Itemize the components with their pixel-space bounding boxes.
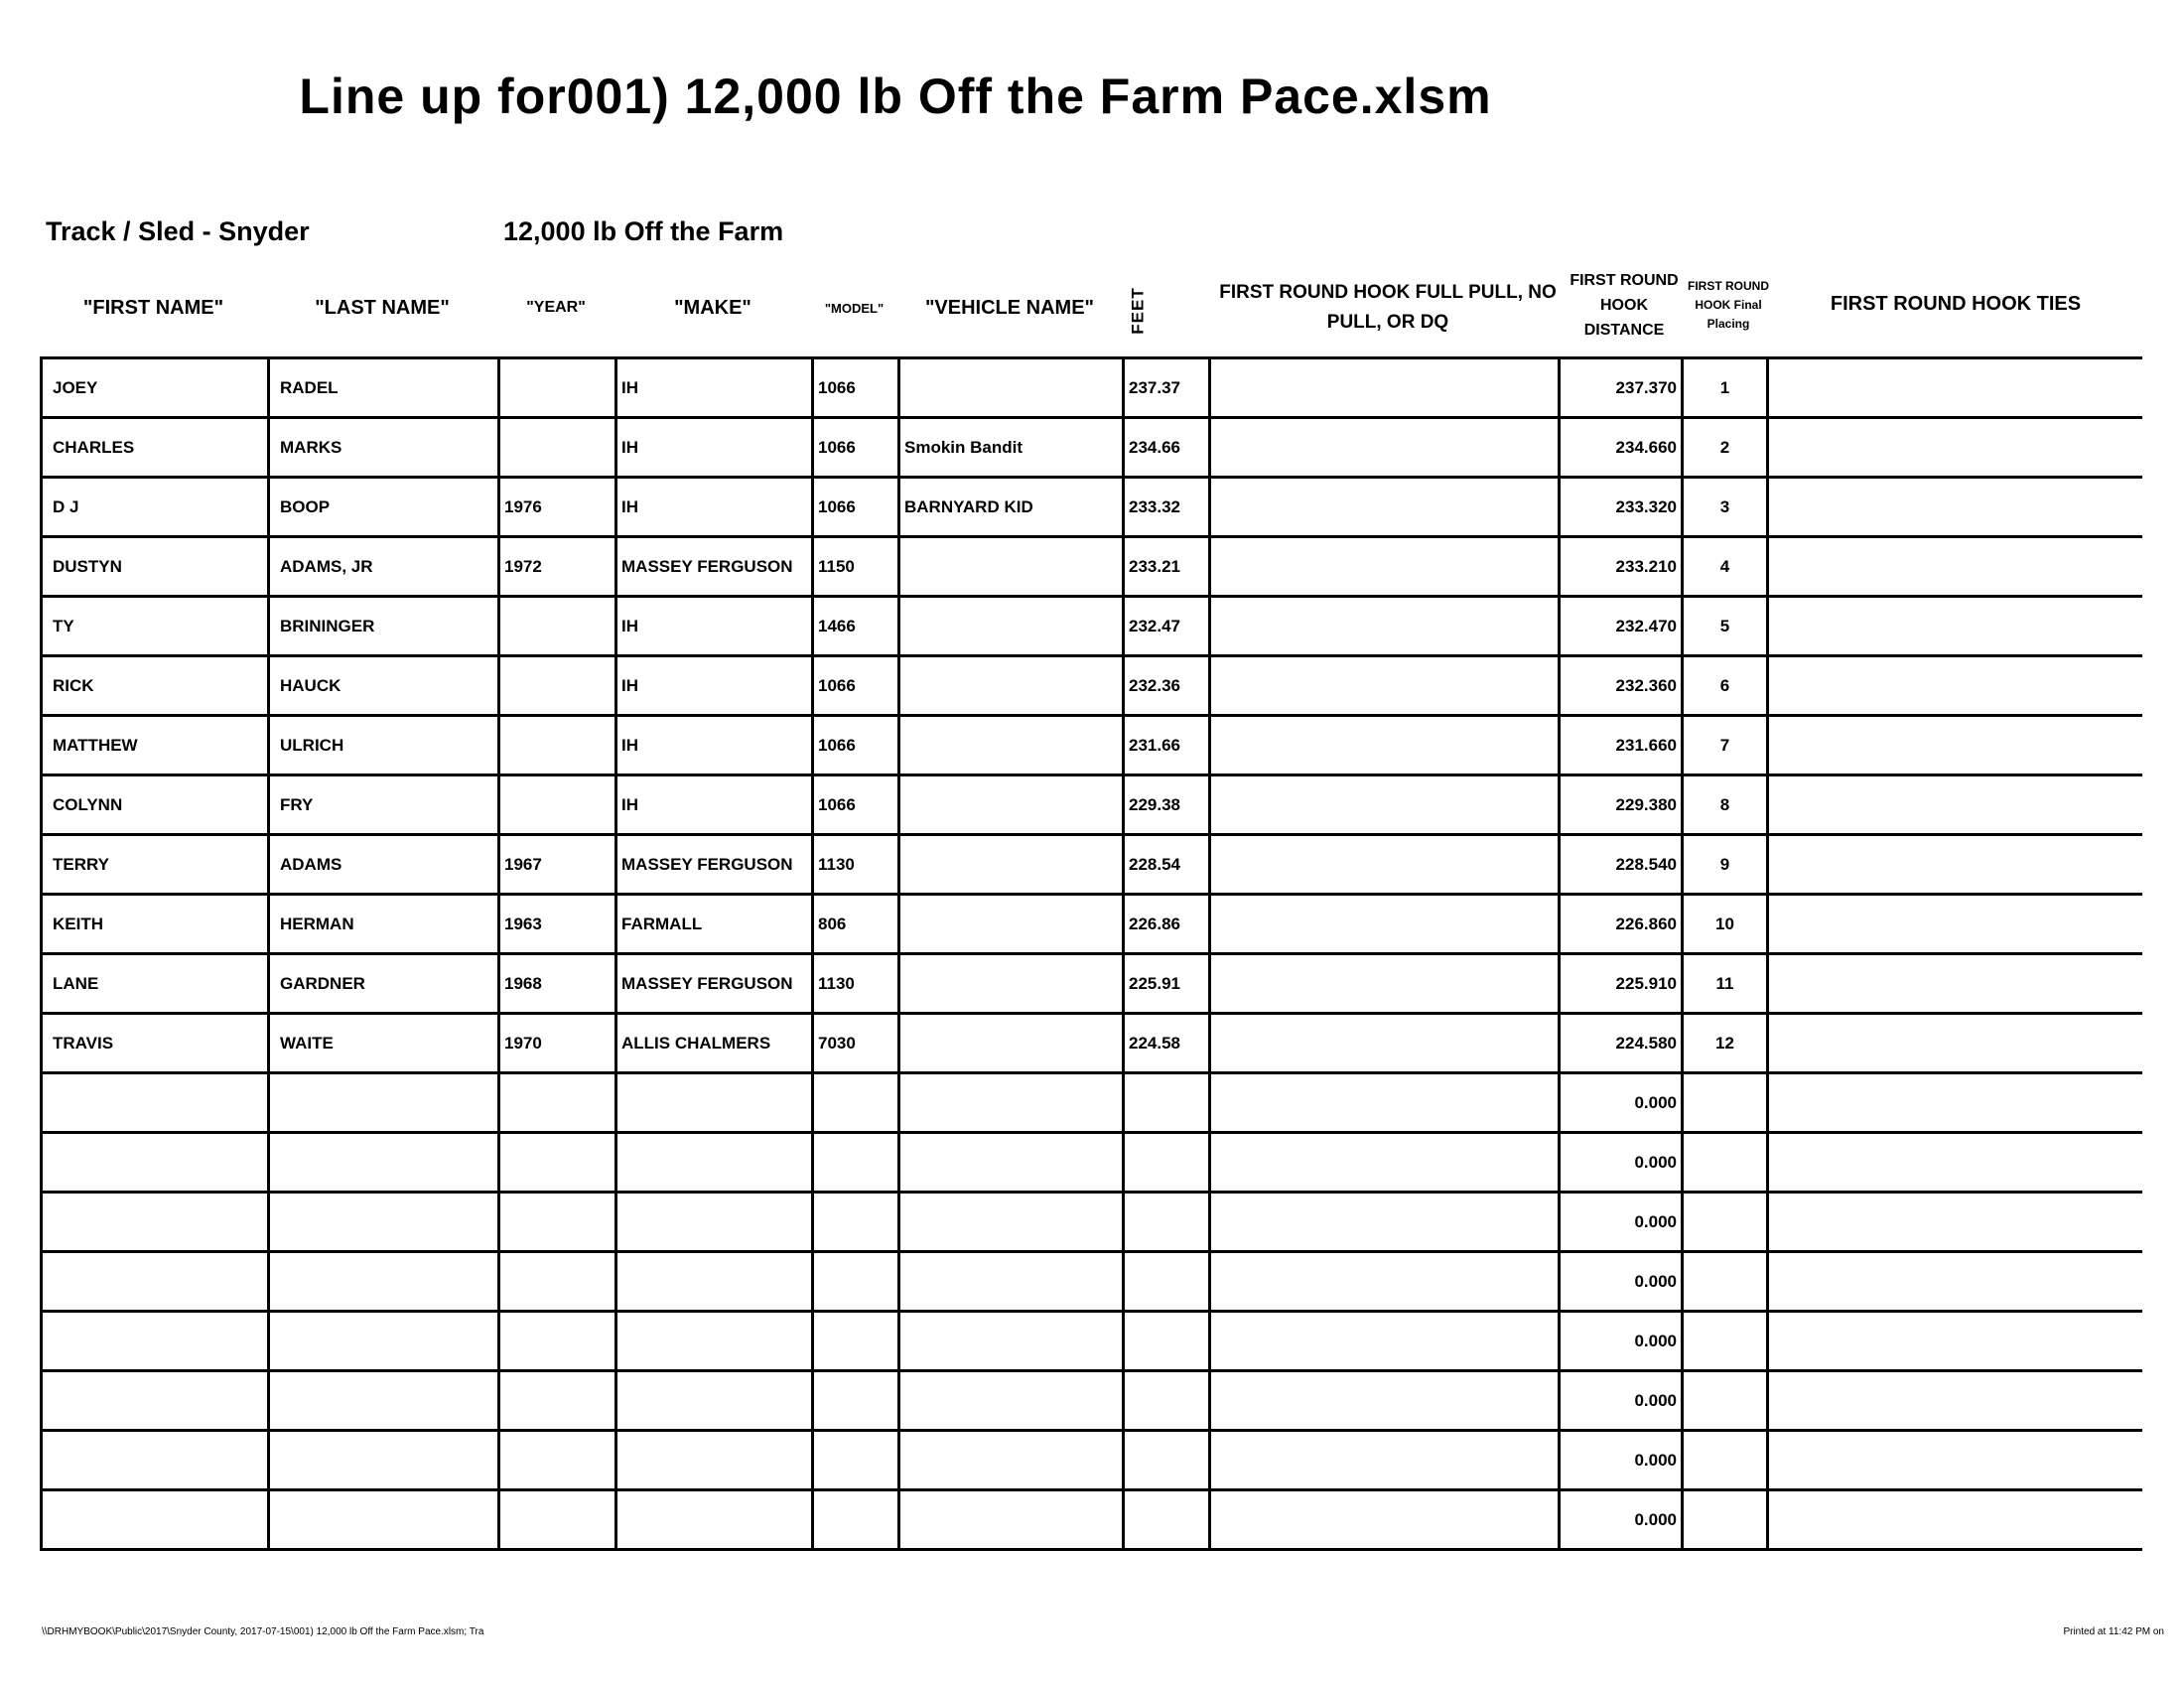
vehicle-name-cell	[899, 656, 1124, 716]
table-row	[42, 835, 2142, 895]
ties-cell	[1768, 1312, 2142, 1371]
last-name-cell: BRININGER	[269, 597, 499, 656]
header-feet: FEET	[1129, 287, 1149, 335]
first-name-cell: TY	[42, 597, 269, 656]
placing-cell	[1683, 1312, 1768, 1371]
first-name-cell: COLYNN	[42, 775, 269, 835]
ties-cell	[1768, 1252, 2142, 1312]
first-name-cell: DUSTYN	[42, 537, 269, 597]
ties-cell	[1768, 1193, 2142, 1252]
result-cell	[1210, 775, 1560, 835]
distance-cell: 0.000	[1560, 1490, 1683, 1550]
make-cell	[616, 1431, 813, 1490]
year-cell	[499, 716, 616, 775]
placing-cell	[1683, 1073, 1768, 1133]
table-row	[42, 895, 2142, 954]
distance-cell: 0.000	[1560, 1252, 1683, 1312]
table-row	[42, 537, 2142, 597]
distance-cell: 234.660	[1560, 418, 1683, 478]
table-row	[42, 478, 2142, 537]
feet-cell: 233.32	[1124, 478, 1210, 537]
table-row	[42, 954, 2142, 1014]
last-name-cell: FRY	[269, 775, 499, 835]
model-cell: 1066	[813, 418, 899, 478]
result-cell	[1210, 1252, 1560, 1312]
make-cell: IH	[616, 597, 813, 656]
distance-cell: 0.000	[1560, 1133, 1683, 1193]
first-name-cell	[42, 1312, 269, 1371]
placing-cell: 8	[1683, 775, 1768, 835]
model-cell: 1066	[813, 656, 899, 716]
placing-cell	[1683, 1490, 1768, 1550]
distance-cell: 224.580	[1560, 1014, 1683, 1073]
year-cell	[499, 597, 616, 656]
year-cell	[499, 1371, 616, 1431]
make-cell	[616, 1490, 813, 1550]
first-name-cell: CHARLES	[42, 418, 269, 478]
header-ties: FIRST ROUND HOOK TIES	[1830, 293, 2082, 315]
result-cell	[1210, 358, 1560, 418]
year-cell	[499, 1193, 616, 1252]
model-cell: 1466	[813, 597, 899, 656]
result-cell	[1210, 418, 1560, 478]
table-row	[42, 1014, 2142, 1073]
distance-cell: 233.320	[1560, 478, 1683, 537]
year-cell: 1976	[499, 478, 616, 537]
table-row	[42, 358, 2142, 418]
make-cell: IH	[616, 358, 813, 418]
result-cell	[1210, 1490, 1560, 1550]
year-cell	[499, 656, 616, 716]
table-row	[42, 1431, 2142, 1490]
model-cell: 1066	[813, 358, 899, 418]
placing-cell: 4	[1683, 537, 1768, 597]
table-row	[42, 1371, 2142, 1431]
placing-cell: 1	[1683, 358, 1768, 418]
ties-cell	[1768, 358, 2142, 418]
make-cell: ALLIS CHALMERS	[616, 1014, 813, 1073]
last-name-cell: RADEL	[269, 358, 499, 418]
first-name-cell	[42, 1252, 269, 1312]
header-year: "YEAR"	[526, 299, 586, 316]
first-name-cell: D J	[42, 478, 269, 537]
ties-cell	[1768, 895, 2142, 954]
ties-cell	[1768, 656, 2142, 716]
feet-cell	[1124, 1431, 1210, 1490]
feet-cell: 228.54	[1124, 835, 1210, 895]
header-vehicle-name: "VEHICLE NAME"	[924, 296, 1095, 319]
year-cell	[499, 1252, 616, 1312]
make-cell: MASSEY FERGUSON	[616, 835, 813, 895]
result-cell	[1210, 1014, 1560, 1073]
result-cell	[1210, 478, 1560, 537]
ties-cell	[1768, 1431, 2142, 1490]
make-cell: IH	[616, 478, 813, 537]
placing-cell: 6	[1683, 656, 1768, 716]
year-cell	[499, 358, 616, 418]
distance-cell: 225.910	[1560, 954, 1683, 1014]
placing-cell	[1683, 1431, 1768, 1490]
track-label: Track / Sled - Snyder	[46, 216, 310, 246]
distance-cell: 0.000	[1560, 1312, 1683, 1371]
placing-cell: 5	[1683, 597, 1768, 656]
result-cell	[1210, 716, 1560, 775]
ties-cell	[1768, 1073, 2142, 1133]
ties-cell	[1768, 1014, 2142, 1073]
distance-cell: 0.000	[1560, 1073, 1683, 1133]
page-title: Line up for001) 12,000 lb Off the Farm Pace.xlsm	[299, 69, 1492, 124]
feet-cell: 229.38	[1124, 775, 1210, 835]
placing-cell	[1683, 1371, 1768, 1431]
model-cell: 1066	[813, 716, 899, 775]
ties-cell	[1768, 716, 2142, 775]
year-cell: 1967	[499, 835, 616, 895]
distance-cell: 233.210	[1560, 537, 1683, 597]
make-cell: IH	[616, 716, 813, 775]
table-row	[42, 1133, 2142, 1193]
distance-cell: 237.370	[1560, 358, 1683, 418]
table-row	[42, 716, 2142, 775]
table-row	[42, 1193, 2142, 1252]
vehicle-name-cell	[899, 597, 1124, 656]
model-cell	[813, 1371, 899, 1431]
first-name-cell	[42, 1431, 269, 1490]
year-cell	[499, 775, 616, 835]
make-cell	[616, 1312, 813, 1371]
last-name-cell	[269, 1133, 499, 1193]
vehicle-name-cell	[899, 954, 1124, 1014]
lineup-table	[40, 356, 2142, 1551]
last-name-cell	[269, 1371, 499, 1431]
model-cell	[813, 1252, 899, 1312]
feet-cell: 232.47	[1124, 597, 1210, 656]
distance-cell: 229.380	[1560, 775, 1683, 835]
make-cell: IH	[616, 656, 813, 716]
first-name-cell: TRAVIS	[42, 1014, 269, 1073]
model-cell: 806	[813, 895, 899, 954]
ties-cell	[1768, 1133, 2142, 1193]
feet-cell	[1124, 1252, 1210, 1312]
placing-cell: 12	[1683, 1014, 1768, 1073]
table-row	[42, 1312, 2142, 1371]
year-cell	[499, 1490, 616, 1550]
distance-cell: 0.000	[1560, 1193, 1683, 1252]
header-last-name: "LAST NAME"	[315, 296, 450, 319]
vehicle-name-cell	[899, 716, 1124, 775]
feet-cell: 237.37	[1124, 358, 1210, 418]
distance-cell: 232.470	[1560, 597, 1683, 656]
result-cell	[1210, 1133, 1560, 1193]
make-cell	[616, 1073, 813, 1133]
class-label: 12,000 lb Off the Farm	[503, 216, 784, 246]
vehicle-name-cell	[899, 1073, 1124, 1133]
result-cell	[1210, 1073, 1560, 1133]
table-row	[42, 1490, 2142, 1550]
vehicle-name-cell: BARNYARD KID	[899, 478, 1124, 537]
footer-printed: Printed at 11:42 PM on	[2063, 1626, 2164, 1637]
feet-cell: 224.58	[1124, 1014, 1210, 1073]
model-cell: 7030	[813, 1014, 899, 1073]
table-row	[42, 775, 2142, 835]
first-name-cell	[42, 1490, 269, 1550]
year-cell: 1963	[499, 895, 616, 954]
placing-cell	[1683, 1133, 1768, 1193]
table-row	[42, 1252, 2142, 1312]
table-row	[42, 597, 2142, 656]
first-name-cell	[42, 1133, 269, 1193]
last-name-cell: HERMAN	[269, 895, 499, 954]
model-cell: 1130	[813, 954, 899, 1014]
result-cell	[1210, 1371, 1560, 1431]
make-cell: MASSEY FERGUSON	[616, 954, 813, 1014]
vehicle-name-cell	[899, 1193, 1124, 1252]
distance-cell: 228.540	[1560, 835, 1683, 895]
last-name-cell: ULRICH	[269, 716, 499, 775]
placing-cell: 11	[1683, 954, 1768, 1014]
feet-cell	[1124, 1133, 1210, 1193]
model-cell	[813, 1133, 899, 1193]
feet-cell: 233.21	[1124, 537, 1210, 597]
ties-cell	[1768, 1371, 2142, 1431]
model-cell	[813, 1490, 899, 1550]
feet-cell	[1124, 1312, 1210, 1371]
first-name-cell: JOEY	[42, 358, 269, 418]
model-cell	[813, 1431, 899, 1490]
vehicle-name-cell	[899, 1371, 1124, 1431]
result-cell	[1210, 835, 1560, 895]
make-cell: IH	[616, 775, 813, 835]
ties-cell	[1768, 954, 2142, 1014]
vehicle-name-cell: Smokin Bandit	[899, 418, 1124, 478]
last-name-cell: GARDNER	[269, 954, 499, 1014]
feet-cell: 231.66	[1124, 716, 1210, 775]
placing-cell	[1683, 1252, 1768, 1312]
feet-cell: 234.66	[1124, 418, 1210, 478]
feet-cell	[1124, 1371, 1210, 1431]
first-name-cell	[42, 1073, 269, 1133]
table-row	[42, 1073, 2142, 1133]
vehicle-name-cell	[899, 1252, 1124, 1312]
ties-cell	[1768, 597, 2142, 656]
result-cell	[1210, 954, 1560, 1014]
year-cell	[499, 1073, 616, 1133]
make-cell: IH	[616, 418, 813, 478]
result-cell	[1210, 656, 1560, 716]
year-cell	[499, 1431, 616, 1490]
ties-cell	[1768, 478, 2142, 537]
last-name-cell: BOOP	[269, 478, 499, 537]
first-name-cell	[42, 1371, 269, 1431]
last-name-cell	[269, 1252, 499, 1312]
result-cell	[1210, 597, 1560, 656]
year-cell	[499, 1312, 616, 1371]
feet-cell	[1124, 1073, 1210, 1133]
placing-cell: 7	[1683, 716, 1768, 775]
last-name-cell	[269, 1312, 499, 1371]
last-name-cell: HAUCK	[269, 656, 499, 716]
year-cell: 1970	[499, 1014, 616, 1073]
vehicle-name-cell	[899, 1014, 1124, 1073]
model-cell	[813, 1073, 899, 1133]
ties-cell	[1768, 418, 2142, 478]
model-cell: 1150	[813, 537, 899, 597]
distance-cell: 0.000	[1560, 1431, 1683, 1490]
feet-cell: 226.86	[1124, 895, 1210, 954]
header-placing: FIRST ROUND HOOK Final Placing	[1688, 278, 1769, 331]
result-cell	[1210, 1193, 1560, 1252]
first-name-cell: KEITH	[42, 895, 269, 954]
result-cell	[1210, 1431, 1560, 1490]
first-name-cell: TERRY	[42, 835, 269, 895]
placing-cell: 3	[1683, 478, 1768, 537]
year-cell: 1972	[499, 537, 616, 597]
feet-cell	[1124, 1490, 1210, 1550]
distance-cell: 0.000	[1560, 1371, 1683, 1431]
first-name-cell: LANE	[42, 954, 269, 1014]
vehicle-name-cell	[899, 1490, 1124, 1550]
result-cell	[1210, 537, 1560, 597]
header-model: "MODEL"	[824, 300, 885, 316]
ties-cell	[1768, 1490, 2142, 1550]
last-name-cell	[269, 1193, 499, 1252]
year-cell: 1968	[499, 954, 616, 1014]
vehicle-name-cell	[899, 775, 1124, 835]
model-cell: 1066	[813, 478, 899, 537]
make-cell	[616, 1193, 813, 1252]
vehicle-name-cell	[899, 537, 1124, 597]
make-cell: FARMALL	[616, 895, 813, 954]
ties-cell	[1768, 537, 2142, 597]
model-cell	[813, 1312, 899, 1371]
last-name-cell	[269, 1073, 499, 1133]
feet-cell: 225.91	[1124, 954, 1210, 1014]
last-name-cell	[269, 1431, 499, 1490]
distance-cell: 226.860	[1560, 895, 1683, 954]
year-cell	[499, 1133, 616, 1193]
header-distance: FIRST ROUND HOOK DISTANCE	[1570, 271, 1679, 339]
placing-cell: 10	[1683, 895, 1768, 954]
table-row	[42, 656, 2142, 716]
header-first-name: "FIRST NAME"	[82, 296, 224, 319]
ties-cell	[1768, 775, 2142, 835]
first-name-cell	[42, 1193, 269, 1252]
make-cell: MASSEY FERGUSON	[616, 537, 813, 597]
placing-cell: 2	[1683, 418, 1768, 478]
vehicle-name-cell	[899, 1431, 1124, 1490]
placing-cell	[1683, 1193, 1768, 1252]
vehicle-name-cell	[899, 1312, 1124, 1371]
ties-cell	[1768, 835, 2142, 895]
last-name-cell	[269, 1490, 499, 1550]
model-cell	[813, 1193, 899, 1252]
first-name-cell: RICK	[42, 656, 269, 716]
footer-path: \\DRHMYBOOK\Public\2017\Snyder County, 2017-07-15\001) 12,000 lb Off the Farm Pace.xlsm; Tra	[42, 1626, 484, 1637]
vehicle-name-cell	[899, 835, 1124, 895]
make-cell	[616, 1252, 813, 1312]
result-cell	[1210, 895, 1560, 954]
last-name-cell: ADAMS	[269, 835, 499, 895]
last-name-cell: MARKS	[269, 418, 499, 478]
distance-cell: 232.360	[1560, 656, 1683, 716]
first-name-cell: MATTHEW	[42, 716, 269, 775]
feet-cell: 232.36	[1124, 656, 1210, 716]
feet-cell	[1124, 1193, 1210, 1252]
vehicle-name-cell	[899, 358, 1124, 418]
distance-cell: 231.660	[1560, 716, 1683, 775]
table-row	[42, 418, 2142, 478]
vehicle-name-cell	[899, 1133, 1124, 1193]
header-result: FIRST ROUND HOOK FULL PULL, NO PULL, OR DQ	[1219, 282, 1557, 333]
placing-cell: 9	[1683, 835, 1768, 895]
result-cell	[1210, 1312, 1560, 1371]
year-cell	[499, 418, 616, 478]
make-cell	[616, 1133, 813, 1193]
make-cell	[616, 1371, 813, 1431]
model-cell: 1066	[813, 775, 899, 835]
last-name-cell: WAITE	[269, 1014, 499, 1073]
model-cell: 1130	[813, 835, 899, 895]
last-name-cell: ADAMS, JR	[269, 537, 499, 597]
vehicle-name-cell	[899, 895, 1124, 954]
header-make: "MAKE"	[674, 296, 751, 319]
